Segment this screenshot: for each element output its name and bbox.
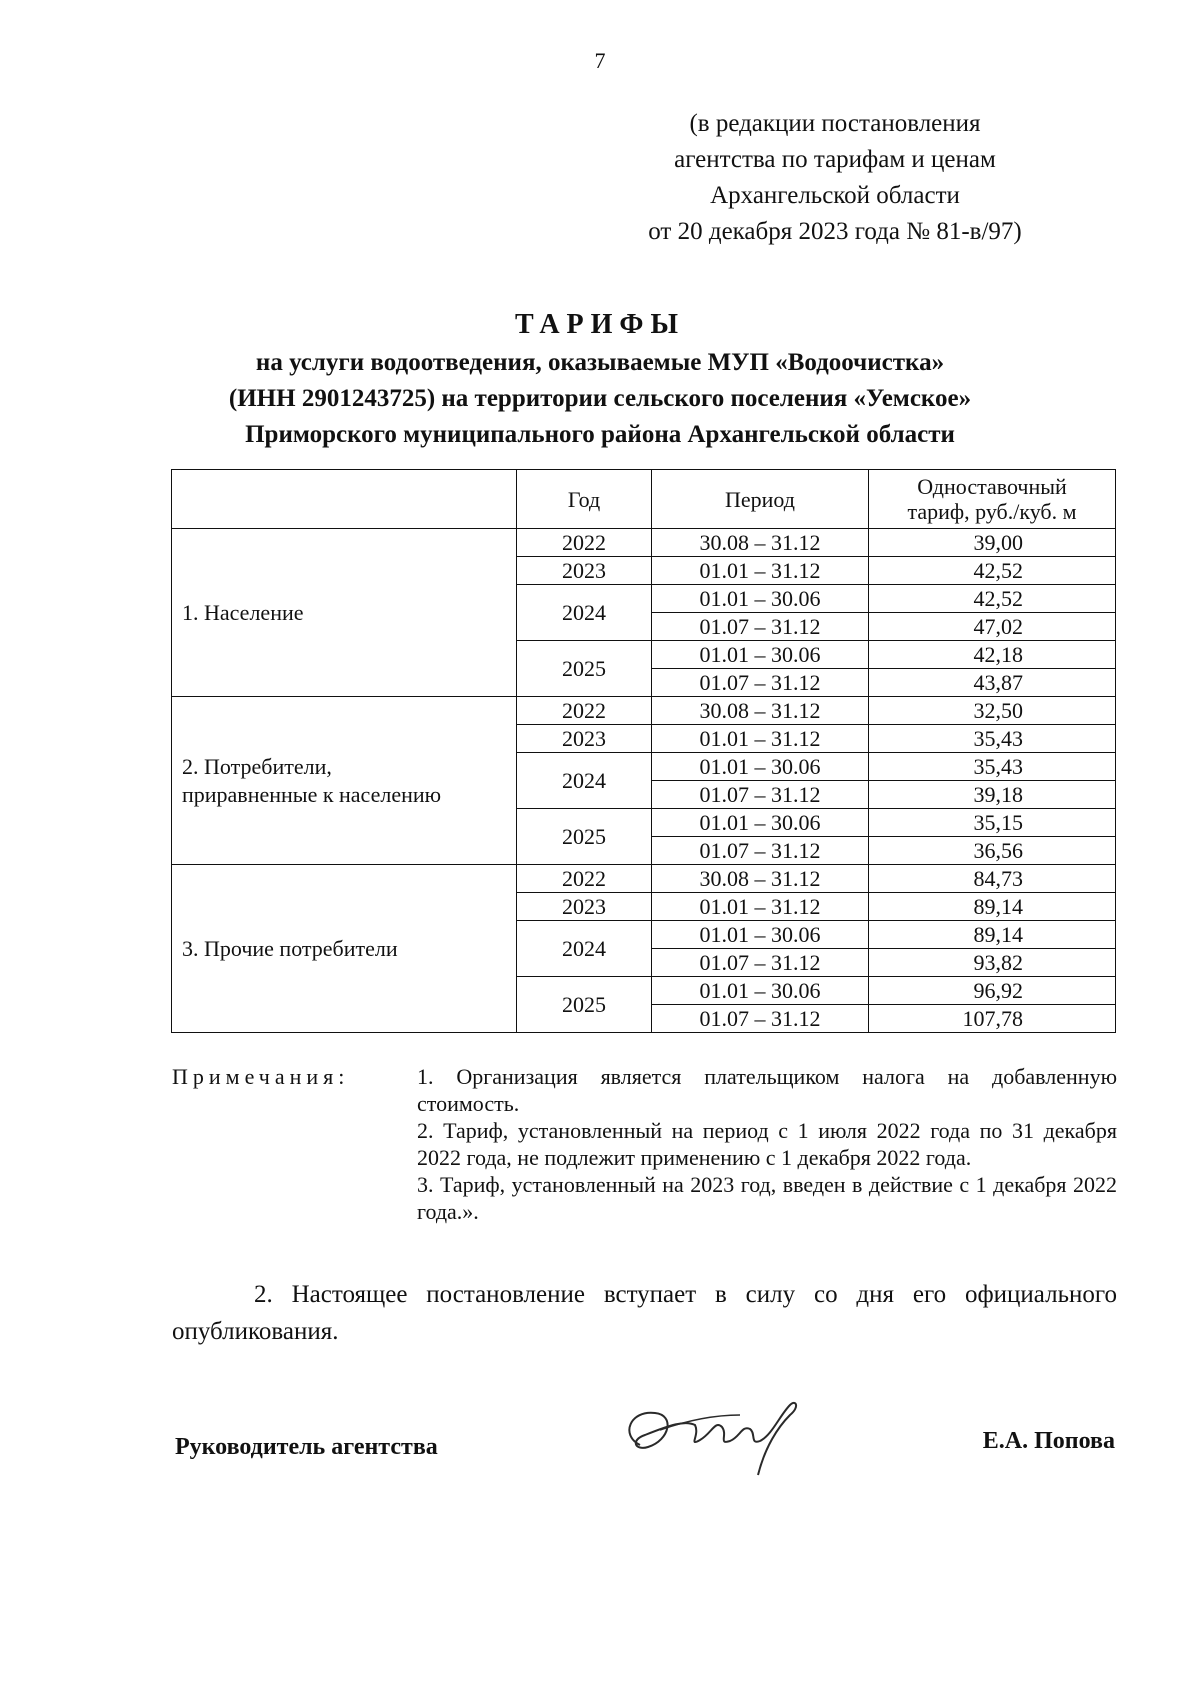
- decree-paragraph: 2. Настоящее постановление вступает в силу со дня его официального опубликования.: [172, 1281, 1117, 1345]
- note-item: 3. Тариф, установленный на 2023 год, введен в действие с 1 декабря 2022 года.».: [417, 1172, 1117, 1224]
- period-cell: 01.01 – 30.06: [652, 977, 869, 1005]
- signer-name: Е.А. Попова: [982, 1428, 1115, 1454]
- tariff-cell: 32,50: [869, 697, 1116, 725]
- year-cell: 2024: [517, 753, 652, 809]
- tariff-cell: 93,82: [869, 949, 1116, 977]
- period-cell: 01.01 – 31.12: [652, 725, 869, 753]
- period-cell: 01.01 – 30.06: [652, 921, 869, 949]
- year-cell: 2025: [517, 977, 652, 1033]
- period-cell: 01.01 – 30.06: [652, 809, 869, 837]
- year-cell: 2022: [517, 865, 652, 893]
- year-cell: 2022: [517, 529, 652, 557]
- note-item: 2. Тариф, установленный на период с 1 июля 2022 года по 31 декабря 2022 года, не подлежит применению с 1 декабря 2022 года.: [417, 1118, 1117, 1170]
- tariff-cell: 84,73: [869, 865, 1116, 893]
- document-subtitle-line: на услуги водоотведения, оказываемые МУП «Водоочистка»: [255, 349, 945, 376]
- table-header-row: [172, 470, 1116, 529]
- tariff-cell: 43,87: [869, 669, 1116, 697]
- note-item: 1. Организация является плательщиком налога на добавленную стоимость.: [417, 1064, 1117, 1116]
- period-cell: 01.07 – 31.12: [652, 1005, 869, 1033]
- tariff-cell: 35,15: [869, 809, 1116, 837]
- year-cell: 2023: [517, 725, 652, 753]
- year-cell: 2024: [517, 585, 652, 641]
- group-label-line: 1. Население: [182, 599, 304, 625]
- header-year: Год: [517, 470, 652, 529]
- page-number: 7: [594, 48, 606, 73]
- period-cell: 30.08 – 31.12: [652, 865, 869, 893]
- year-cell: 2025: [517, 641, 652, 697]
- tariff-cell: 89,14: [869, 893, 1116, 921]
- notes-list: [417, 1063, 1117, 1225]
- header-tariff-line: тариф, руб./куб. м: [907, 499, 1077, 524]
- tariff-table: [171, 469, 1116, 1033]
- group-label-cell: [172, 865, 517, 1033]
- tariff-cell: 96,92: [869, 977, 1116, 1005]
- group-label-line: 2. Потребители,: [182, 753, 332, 779]
- year-cell: 2024: [517, 921, 652, 977]
- period-cell: 01.07 – 31.12: [652, 613, 869, 641]
- notes-label: Примечания:: [172, 1064, 350, 1089]
- tariff-cell: 36,56: [869, 837, 1116, 865]
- tariff-cell: 35,43: [869, 725, 1116, 753]
- tariff-cell: 42,52: [869, 557, 1116, 585]
- group-label-line: 3. Прочие потребители: [182, 935, 398, 961]
- tariff-table-body: [172, 470, 1116, 1033]
- header-tariff: [869, 470, 1116, 529]
- period-cell: 30.08 – 31.12: [652, 529, 869, 557]
- period-cell: 30.08 – 31.12: [652, 697, 869, 725]
- period-cell: 01.01 – 30.06: [652, 753, 869, 781]
- table-row: [172, 529, 1116, 557]
- tariff-cell: 35,43: [869, 753, 1116, 781]
- signature-image: [600, 1385, 810, 1485]
- tariff-cell: 39,18: [869, 781, 1116, 809]
- table-row: [172, 697, 1116, 725]
- year-cell: 2022: [517, 697, 652, 725]
- year-cell: 2023: [517, 893, 652, 921]
- revision-line: Архангельской области: [710, 182, 960, 209]
- year-cell: 2023: [517, 557, 652, 585]
- period-cell: 01.07 – 31.12: [652, 781, 869, 809]
- tariff-cell: 107,78: [869, 1005, 1116, 1033]
- period-cell: 01.01 – 30.06: [652, 585, 869, 613]
- document-title-block: [150, 305, 1050, 453]
- revision-line: агентства по тарифам и ценам: [674, 146, 996, 173]
- period-cell: 01.01 – 31.12: [652, 893, 869, 921]
- period-cell: 01.07 – 31.12: [652, 837, 869, 865]
- header-period: Период: [652, 470, 869, 529]
- revision-note: [600, 106, 1070, 250]
- tariff-cell: 39,00: [869, 529, 1116, 557]
- document-title: ТАРИФЫ: [515, 309, 685, 340]
- tariff-cell: 42,52: [869, 585, 1116, 613]
- tariff-cell: 47,02: [869, 613, 1116, 641]
- header-group-cell: [172, 470, 517, 529]
- period-cell: 01.01 – 31.12: [652, 557, 869, 585]
- tariff-cell: 89,14: [869, 921, 1116, 949]
- signer-title: Руководитель агентства: [175, 1434, 438, 1460]
- header-tariff-line: Одноставочный: [917, 474, 1067, 499]
- document-subtitle-line: Приморского муниципального района Архангельской области: [245, 421, 955, 448]
- tariff-cell: 42,18: [869, 641, 1116, 669]
- period-cell: 01.01 – 30.06: [652, 641, 869, 669]
- document-subtitle-line: (ИНН 2901243725) на территории сельского поселения «Уемское»: [228, 385, 972, 412]
- period-cell: 01.07 – 31.12: [652, 669, 869, 697]
- revision-line: от 20 декабря 2023 года № 81-в/97): [648, 218, 1022, 245]
- group-label-cell: [172, 529, 517, 697]
- year-cell: 2025: [517, 809, 652, 865]
- period-cell: 01.07 – 31.12: [652, 949, 869, 977]
- table-row: [172, 865, 1116, 893]
- revision-line: (в редакции постановления: [689, 110, 981, 137]
- group-label-line: приравненные к населению: [182, 781, 442, 807]
- group-label-cell: [172, 697, 517, 865]
